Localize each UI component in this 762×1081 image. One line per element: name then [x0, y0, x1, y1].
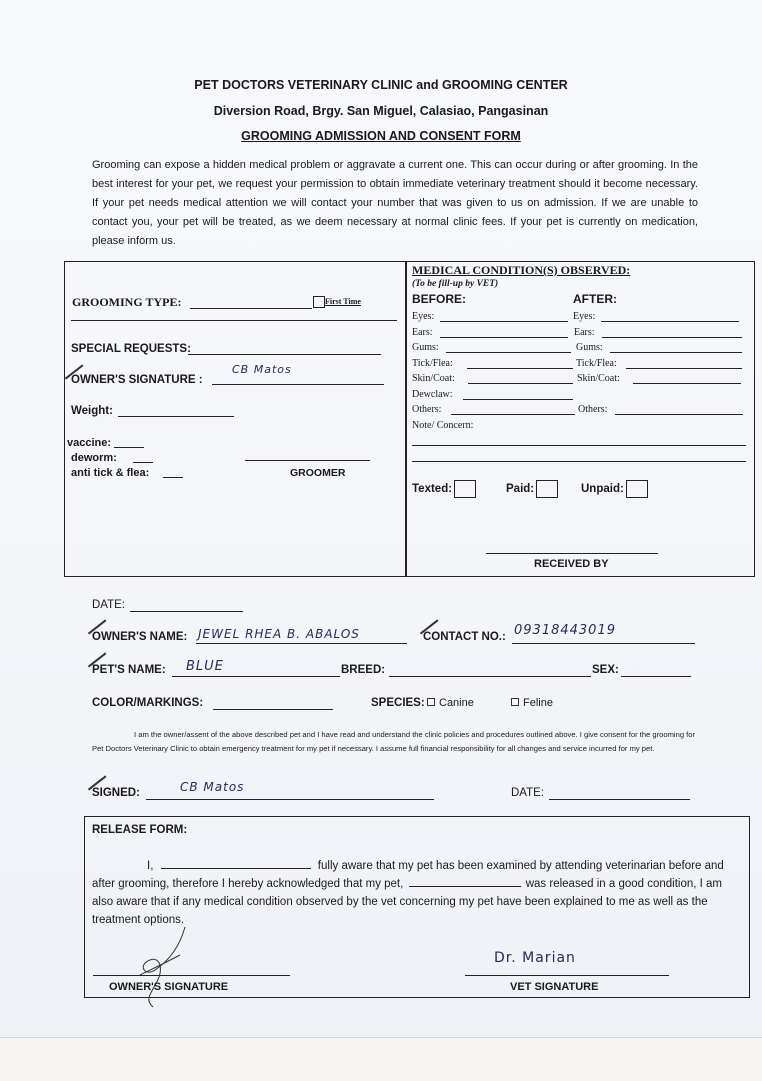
- paid-field: [506, 480, 558, 498]
- weight-label: Weight:: [71, 405, 113, 417]
- before-tick-flea-label: Tick/Flea:: [412, 358, 453, 369]
- canine-checkbox[interactable]: [427, 698, 435, 706]
- note-concern-label: Note/ Concern:: [412, 420, 474, 431]
- form-title: GROOMING ADMISSION AND CONSENT FORM: [241, 129, 521, 143]
- canine-label: Canine: [439, 697, 474, 709]
- grooming-type-input-2[interactable]: [71, 312, 397, 321]
- weight-input[interactable]: [118, 406, 234, 417]
- sex-label: SEX:: [592, 664, 619, 676]
- release-text-3: before and after grooming, therefore I hereby acknowledged that my pet,: [92, 860, 724, 890]
- release-title: RELEASE FORM:: [92, 824, 188, 836]
- before-label: BEFORE:: [412, 292, 466, 306]
- feline-label: Feline: [523, 697, 553, 709]
- after-ears-label: Ears:: [574, 327, 595, 338]
- consent-text: I am the owner/assent of the above described pet and I have read and understand the clinic policies and procedures outlined above. I give consent for the grooming for Pet Doctors Veterinary Clinic to obtain emergency treatment for my pet if necessary. I assume full financial responsibility for all changes and service incurred for my pet.: [92, 730, 696, 753]
- signed-label: SIGNED:: [92, 787, 140, 799]
- species-label: SPECIES:: [371, 697, 425, 709]
- owner-name-label: OWNER'S NAME:: [92, 631, 188, 643]
- release-owner-name-input[interactable]: [161, 868, 311, 869]
- medical-subtitle: (To be fill-up by VET): [412, 279, 499, 289]
- texted-field: [412, 480, 476, 498]
- before-gums-label: Gums:: [412, 342, 439, 353]
- release-text: [92, 857, 742, 929]
- before-eyes-label: Eyes:: [412, 311, 435, 322]
- before-skin-coat-label: Skin/Coat:: [412, 373, 455, 384]
- special-requests-label: SPECIAL REQUESTS:: [71, 343, 191, 355]
- date-input[interactable]: [130, 600, 243, 612]
- before-eyes-input[interactable]: [440, 312, 568, 322]
- before-tick-flea-input[interactable]: [467, 359, 573, 369]
- before-dewclaw-label: Dewclaw:: [412, 389, 453, 400]
- deworm-input[interactable]: [133, 452, 153, 463]
- anti-tick-flea-label: anti tick & flea:: [71, 467, 150, 479]
- after-skin-coat-label: Skin/Coat:: [577, 373, 620, 384]
- deworm-label: deworm:: [71, 452, 117, 464]
- clinic-name: PET DOCTORS VETERINARY CLINIC and GROOMING CENTER: [194, 78, 568, 92]
- scan-bottom-edge: [0, 1037, 762, 1081]
- after-others-input[interactable]: [615, 405, 743, 415]
- box-divider: [405, 262, 407, 576]
- grooming-type-label: GROOMING TYPE:: [72, 295, 182, 309]
- received-by-label: RECEIVED BY: [534, 558, 609, 570]
- paid-label: Paid:: [506, 483, 535, 496]
- before-others-label: Others:: [412, 404, 442, 415]
- note-concern-input-1[interactable]: [412, 436, 746, 446]
- sex-input[interactable]: [621, 664, 691, 677]
- breed-label: BREED:: [341, 664, 386, 676]
- signed-value: CB Matos: [180, 780, 245, 794]
- first-time-label: First Time: [325, 297, 361, 306]
- release-text-1: I,: [147, 860, 154, 872]
- anti-tick-flea-input[interactable]: [163, 467, 183, 478]
- pet-name-label: PET'S NAME:: [92, 664, 166, 676]
- after-eyes-input[interactable]: [601, 312, 739, 322]
- release-text-4: was released in a: [525, 878, 616, 890]
- groomer-label: GROOMER: [290, 467, 346, 479]
- special-requests-input[interactable]: [188, 344, 381, 355]
- clinic-address: Diversion Road, Brgy. San Miguel, Calasiao, Pangasinan: [213, 104, 549, 118]
- contact-no-label: CONTACT NO.:: [423, 631, 506, 643]
- unpaid-field: [581, 480, 648, 498]
- after-label: AFTER:: [573, 292, 617, 306]
- consent-date-label: DATE:: [511, 787, 545, 799]
- before-skin-coat-input[interactable]: [468, 374, 573, 384]
- after-tick-flea-label: Tick/Flea:: [576, 358, 617, 369]
- owner-signature-label: OWNER'S SIGNATURE :: [71, 374, 203, 386]
- intro-paragraph: Grooming can expose a hidden medical problem or aggravate a current one. This can occur during or after grooming. In the best interest for your pet, we request your permission to obtain immediate veterinary treatment should it become necessary. If your pet needs medical attention we will contact your number that was given to us on admission. If we are unable to contact you, your pet will be treated, as we deem necessary at normal clinic fees. If your pet is currently on medication, please inform us.: [92, 159, 698, 247]
- before-gums-input[interactable]: [446, 343, 571, 353]
- texted-label: Texted:: [412, 483, 453, 496]
- before-dewclaw-input[interactable]: [463, 390, 573, 400]
- release-text-2: fully aware that my pet has been examined by attending veterinarian: [317, 860, 666, 872]
- pet-name-value: BLUE: [186, 659, 224, 674]
- consent-date-input[interactable]: [549, 787, 690, 800]
- vet-signature-label: VET SIGNATURE: [510, 981, 599, 993]
- release-owner-signature-label: OWNER'S SIGNATURE: [109, 981, 229, 993]
- species-canine-option[interactable]: [427, 697, 474, 709]
- after-others-label: Others:: [578, 404, 608, 415]
- vet-signature-value: Dr. Marian: [494, 950, 576, 966]
- feline-checkbox[interactable]: [511, 698, 519, 706]
- owner-signature-value: CB Matos: [232, 363, 292, 376]
- owner-name-value: JEWEL RHEA B. ABALOS: [198, 627, 360, 641]
- breed-input[interactable]: [389, 664, 591, 677]
- after-ears-input[interactable]: [602, 328, 742, 338]
- after-tick-flea-input[interactable]: [626, 359, 742, 369]
- after-skin-coat-input[interactable]: [633, 374, 741, 384]
- grooming-type-input[interactable]: [190, 298, 312, 309]
- before-ears-label: Ears:: [412, 327, 433, 338]
- vaccine-label: vaccine:: [67, 437, 112, 449]
- species-feline-option[interactable]: [511, 697, 553, 709]
- before-others-input[interactable]: [451, 405, 575, 415]
- release-text-5: good condition, I am also aware that if any medical condition observed by the vet concerning my pet have been explained to me as well as the treatment options.: [92, 878, 723, 926]
- unpaid-checkbox[interactable]: [626, 480, 648, 498]
- date-label: DATE:: [92, 599, 126, 611]
- note-concern-input-2[interactable]: [412, 452, 746, 462]
- release-owner-signature-input[interactable]: [93, 965, 290, 976]
- paid-checkbox[interactable]: [536, 480, 558, 498]
- vet-signature-input[interactable]: [465, 965, 669, 976]
- received-by-input[interactable]: [486, 545, 658, 554]
- before-ears-input[interactable]: [440, 328, 568, 338]
- after-eyes-label: Eyes:: [573, 311, 596, 322]
- after-gums-label: Gums:: [576, 342, 603, 353]
- groomer-signature-input[interactable]: [245, 452, 370, 461]
- unpaid-label: Unpaid:: [581, 483, 624, 496]
- vaccine-input[interactable]: [114, 437, 144, 448]
- contact-no-value: 09318443019: [514, 623, 616, 638]
- color-markings-input[interactable]: [213, 697, 333, 710]
- medical-title: MEDICAL CONDITION(S) OBSERVED:: [412, 263, 631, 277]
- texted-checkbox[interactable]: [454, 480, 476, 498]
- after-gums-input[interactable]: [610, 343, 742, 353]
- release-pet-name-input[interactable]: [409, 886, 521, 887]
- color-markings-label: COLOR/MARKINGS:: [92, 697, 204, 709]
- first-time-checkbox[interactable]: [313, 296, 325, 308]
